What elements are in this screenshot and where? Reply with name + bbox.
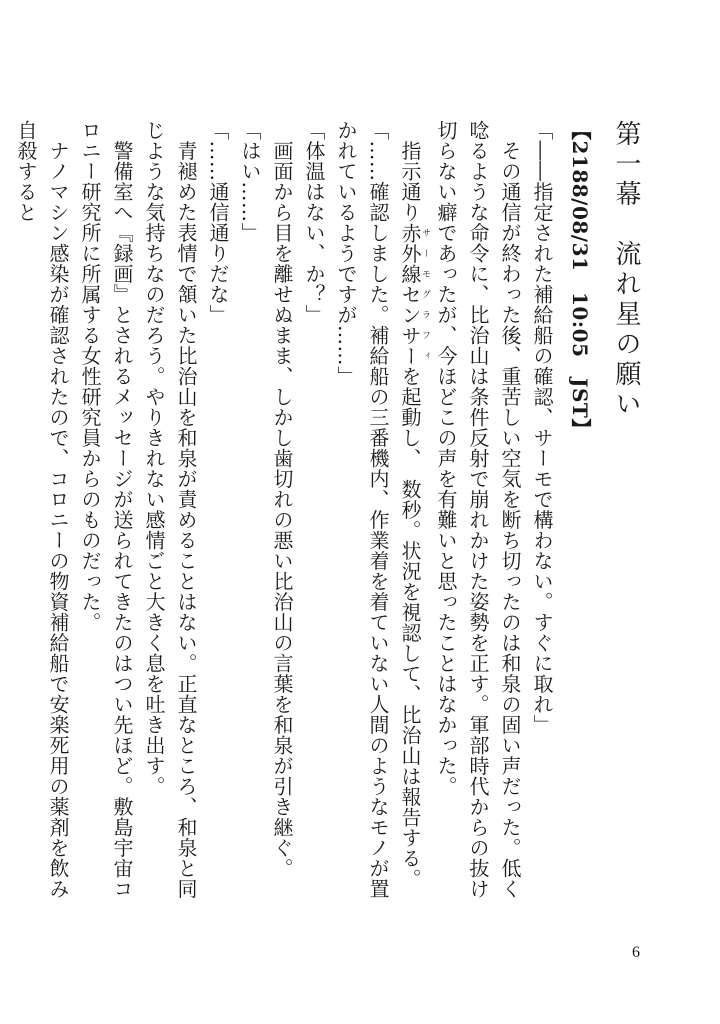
paragraph-4: 「……確認しました。補給船の三番機内、作業着を着ていない人間のようなモノが置かれているようですが……」 [334,120,390,899]
paragraph-1: 「――指定された補給船の確認、サーモで構わない。すぐに取れ」 [530,120,554,735]
paragraph-9: 青褪めた表情で頷いた比治山を和泉が責めることはない。正直なところ、和泉と同じような気持ちなのだろう。やりきれない感情ごと大きく息を吐き出す。 [142,120,198,899]
sensor-ruby-base: 赤外線センサー [398,222,422,366]
paragraph-3-rest: 数秒。状況を視認して、比治山は報告する。 [398,458,422,889]
sensor-after: を起動し、 [398,366,422,459]
paragraph-6: 画面から目を離せぬまま、しかし歯切れの悪い比治山の言葉を和泉が引き継ぐ。 [270,120,294,879]
page-number: 6 [632,944,640,961]
paragraph-5: 「体温はない、か？」 [302,120,326,325]
paragraph-3 [394,120,430,900]
paragraph-11: ナノマシン感染が確認されたので、コロニーの物資補給船で安楽死用の薬剤を飲み自殺すると [14,120,70,899]
vertical-text-block [14,120,642,900]
chapter-title: 第一幕 流れ星の願い [611,120,641,420]
sensor-ruby-text: サーモグラフィ [420,222,430,366]
paragraph-8: 「……通信通りだな」 [206,120,230,325]
paragraph-10: 警備室へ『録画』とされるメッセージが送られてきたのはつい先ほど。敷島宇宙コロニー研究所に所属する女性研究員からのものだった。 [78,120,134,899]
paragraph-2: その通信が終わった後、重苦しい空気を断ち切ったのは和泉の固い声だった。低く唸るような命令に、比治山は条件反射で崩れかけた姿勢を正す。軍部時代からの抜け切らない癖であったが、今ほどこの声を有難いと思ったことはなかった。 [434,120,522,899]
paragraph-7: 「はい……」 [238,120,262,243]
sensor-before: 指示通り [398,120,422,223]
sensor-ruby [398,222,430,367]
date-line: 【2188/08/31 10:05 JST】 [568,120,592,439]
